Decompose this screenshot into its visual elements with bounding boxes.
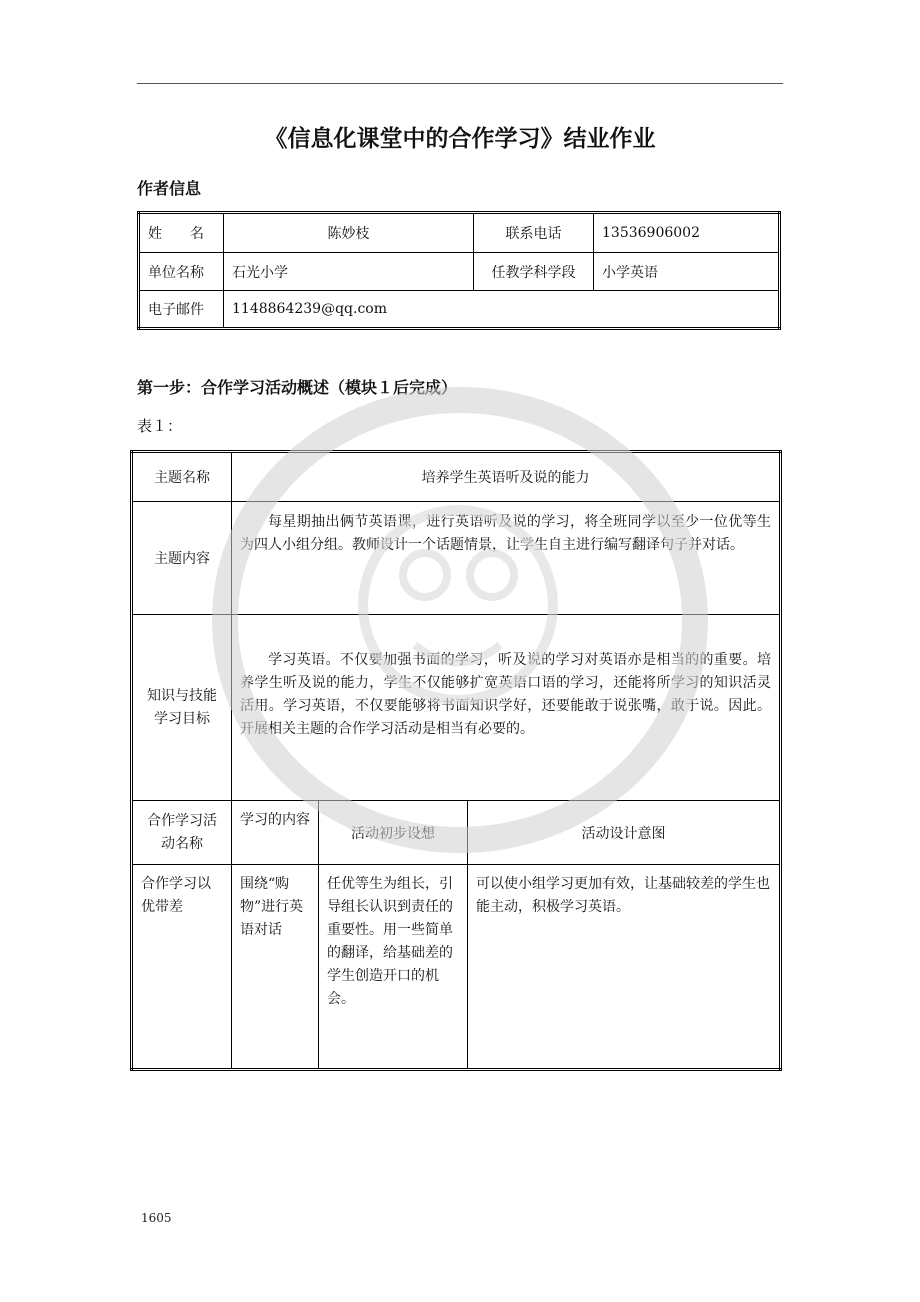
activity-intent: 可以使小组学习更加有效，让基础较差的学生也能主动，积极学习英语。 xyxy=(468,865,781,1070)
activity-content: 围绕“购物”进行英语对话 xyxy=(232,865,319,1070)
unit-value: 石光小学 xyxy=(224,253,474,291)
name-label: 姓 名 xyxy=(139,213,224,253)
page-title: 《信息化课堂中的合作学习》结业作业 xyxy=(264,126,656,152)
theme-content-value: 每星期抽出俩节英语课，进行英语听及说的学习，将全班同学以至少一位优等生为四人小组分组。教师设计一个话题情景，让学生自主进行编写翻译句子并对话。 xyxy=(240,514,771,553)
author-info-table xyxy=(137,211,781,330)
col-header-plan: 活动初步设想 xyxy=(319,801,468,865)
theme-content-label: 主题内容 xyxy=(132,502,232,615)
activity-plan: 任优等生为组长，引导组长认识到责任的重要性。用一些简单的翻译，给基础差的学生创造开口的机会。 xyxy=(319,865,468,1070)
knowledge-label: 知识与技能学习目标 xyxy=(132,615,232,801)
header-rule xyxy=(137,83,783,84)
unit-label: 单位名称 xyxy=(139,253,224,291)
subject-value: 小学英语 xyxy=(594,253,780,291)
phone-value: 13536906002 xyxy=(594,213,780,253)
phone-label: 联系电话 xyxy=(474,213,594,253)
activity-table xyxy=(130,450,782,1071)
author-info-heading: 作者信息 xyxy=(137,179,202,198)
table1-label: 表１： xyxy=(137,417,183,435)
email-value: 1148864239@qq.com xyxy=(224,291,780,329)
col-header-intent: 活动设计意图 xyxy=(468,801,781,865)
col-header-content: 学习的内容 xyxy=(232,801,319,865)
email-label: 电子邮件 xyxy=(139,291,224,329)
knowledge-value: 学习英语。不仅要加强书面的学习，听及说的学习对英语亦是相当的的重要。培养学生听及说的能力，学生不仅能够扩宽英语口语的学习，还能将所学习的知识活灵活用。学习英语，不仅要能够将书面知识学好，还要能敢于说张嘴，敢于说。因此。开展相关主题的合作学习活动是相当有必要的。 xyxy=(240,652,771,737)
theme-name-value: 培养学生英语听及说的能力 xyxy=(232,452,781,502)
subject-label: 任教学科学段 xyxy=(474,253,594,291)
page-number: 1605 xyxy=(141,1211,172,1225)
step1-heading: 第一步：合作学习活动概述（模块１后完成） xyxy=(137,378,458,397)
activity-name: 合作学习以优带差 xyxy=(132,865,232,1070)
col-header-activity-name: 合作学习活动名称 xyxy=(132,801,232,865)
theme-name-label: 主题名称 xyxy=(132,452,232,502)
name-value: 陈妙枝 xyxy=(224,213,474,253)
